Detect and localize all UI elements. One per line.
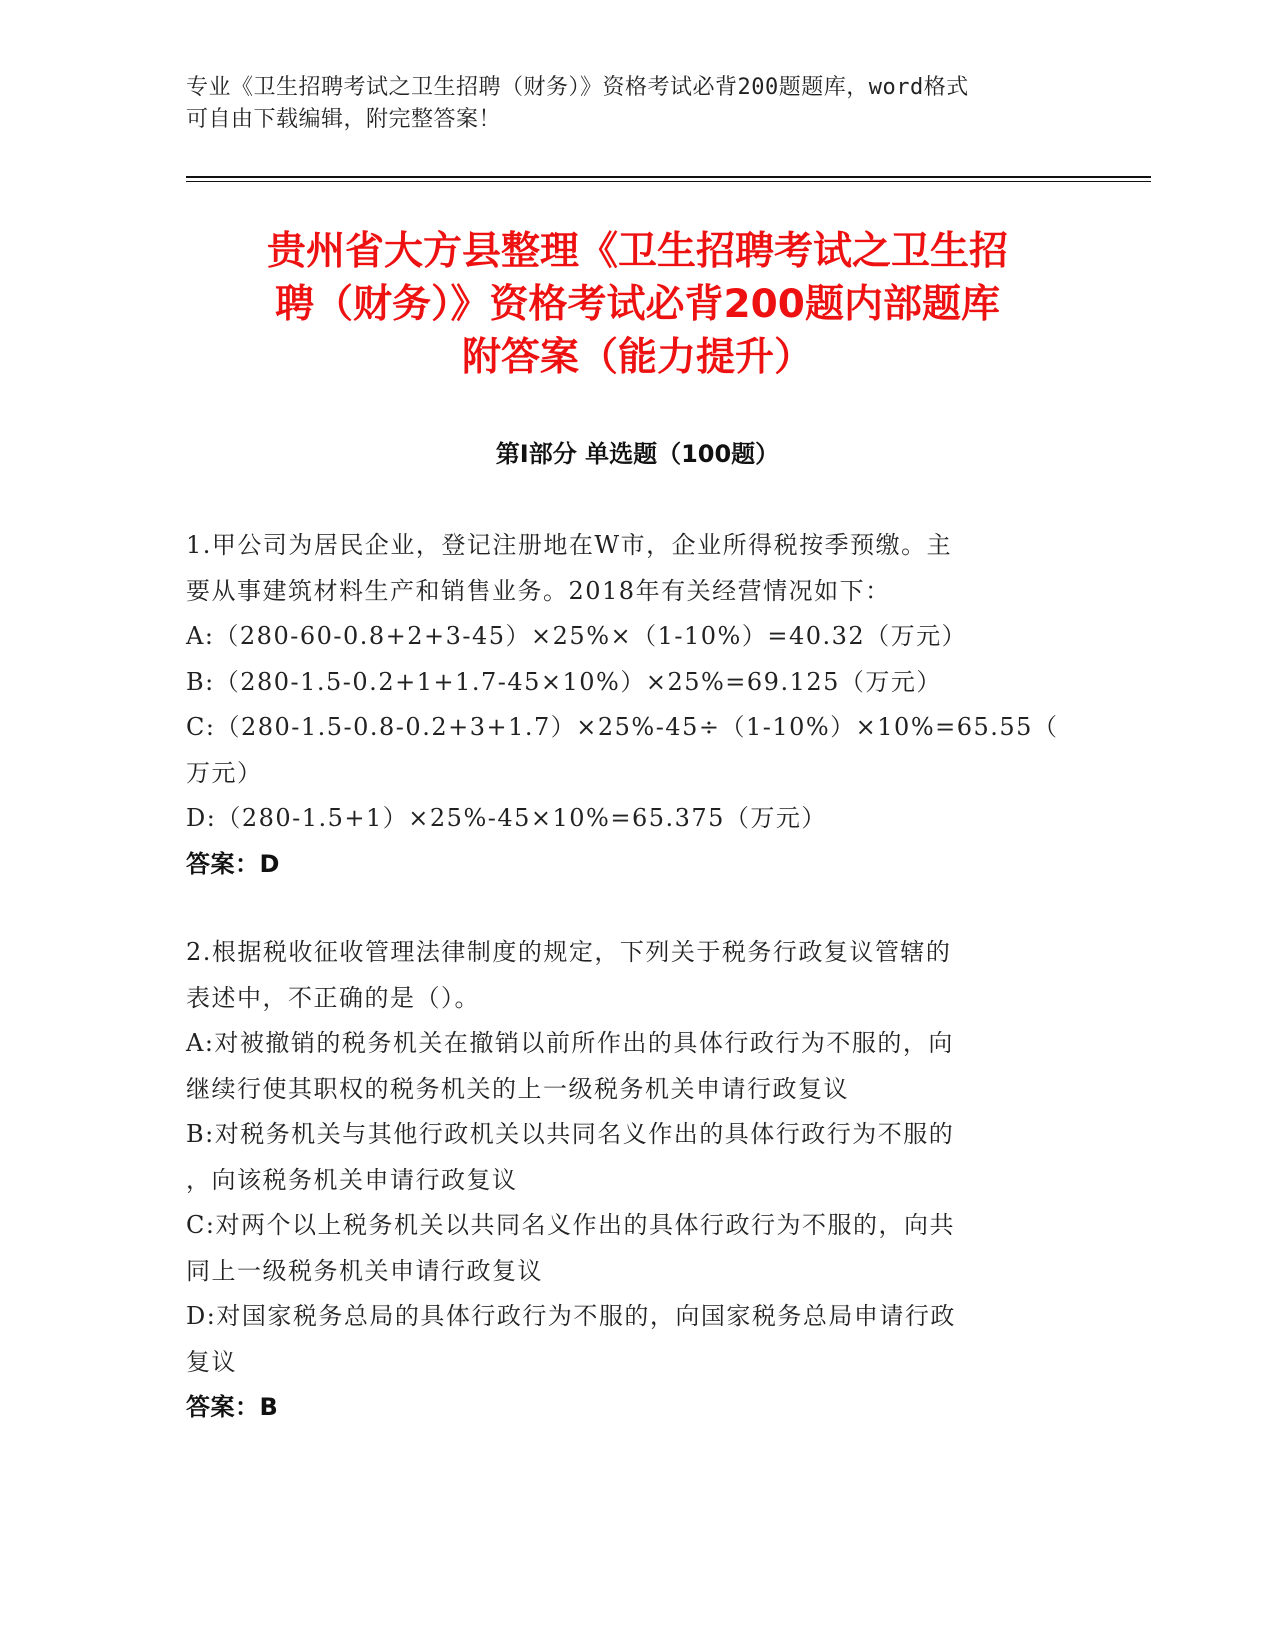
option-a-continued: 继续行使其职权的税务机关的上一级税务机关申请行政复议	[186, 1074, 849, 1103]
header-note-line: 可自由下载编辑，附完整答案！	[186, 107, 502, 132]
title-line: 附答案（能力提升）	[461, 335, 813, 380]
option-b: B:（280-1.5-0.2+1+1.7-45×10%）×25%=69.125（万元）	[186, 667, 942, 696]
option-c-continued: 万元）	[186, 758, 263, 787]
option-a: A:（280-60-0.8+2+3-45）×25%×（1-10%）=40.32（万元）	[186, 622, 968, 650]
option-a: A:对被撤销的税务机关在撤销以前所作出的具体行政行为不服的，向	[186, 1029, 954, 1057]
question-stem-line: 要从事建筑材料生产和销售业务。2018年有关经营情况如下：	[186, 576, 891, 605]
answer-label: 答案：D	[186, 849, 280, 878]
header-divider-thick	[186, 176, 1151, 178]
question-2	[186, 930, 1066, 1431]
answer-label: 答案：B	[186, 1393, 279, 1421]
title-line: 贵州省大方县整理《卫生招聘考试之卫生招	[266, 229, 1008, 274]
option-c: C:（280-1.5-0.8-0.2+3+1.7）×25%-45÷（1-10%）×10%=65.55（	[186, 713, 1059, 741]
option-b: B:对税务机关与其他行政机关以共同名义作出的具体行政行为不服的	[186, 1120, 955, 1148]
option-c-continued: 同上一级税务机关申请行政复议	[186, 1256, 543, 1285]
question-stem-line: 2.根据税收征收管理法律制度的规定，下列关于税务行政复议管辖的	[186, 938, 952, 966]
title-line: 聘（财务）》资格考试必背200题内部题库	[275, 282, 1000, 327]
option-b-continued: ，向该税务机关申请行政复议	[186, 1165, 518, 1194]
section-heading: 第Ⅰ部分 单选题（100题）	[495, 440, 780, 468]
question-1	[186, 523, 1066, 887]
option-d-continued: 复议	[186, 1347, 237, 1376]
document-title	[150, 225, 1125, 384]
option-d: D:（280-1.5+1）×25%-45×10%=65.375（万元）	[186, 804, 827, 832]
question-stem-line: 表述中，不正确的是（）。	[186, 983, 480, 1012]
question-stem-line: 1.甲公司为居民企业，登记注册地在W市，企业所得税按季预缴。主	[186, 531, 953, 559]
header-divider-thin	[186, 181, 1151, 182]
option-d: D:对国家税务总局的具体行政行为不服的，向国家税务总局申请行政	[186, 1302, 956, 1330]
header-note-line: 专业《卫生招聘考试之卫生招聘（财务）》资格考试必背200题题库，word格式	[186, 75, 969, 100]
header-note	[186, 72, 1066, 136]
option-c: C:对两个以上税务机关以共同名义作出的具体行政行为不服的，向共	[186, 1211, 955, 1239]
